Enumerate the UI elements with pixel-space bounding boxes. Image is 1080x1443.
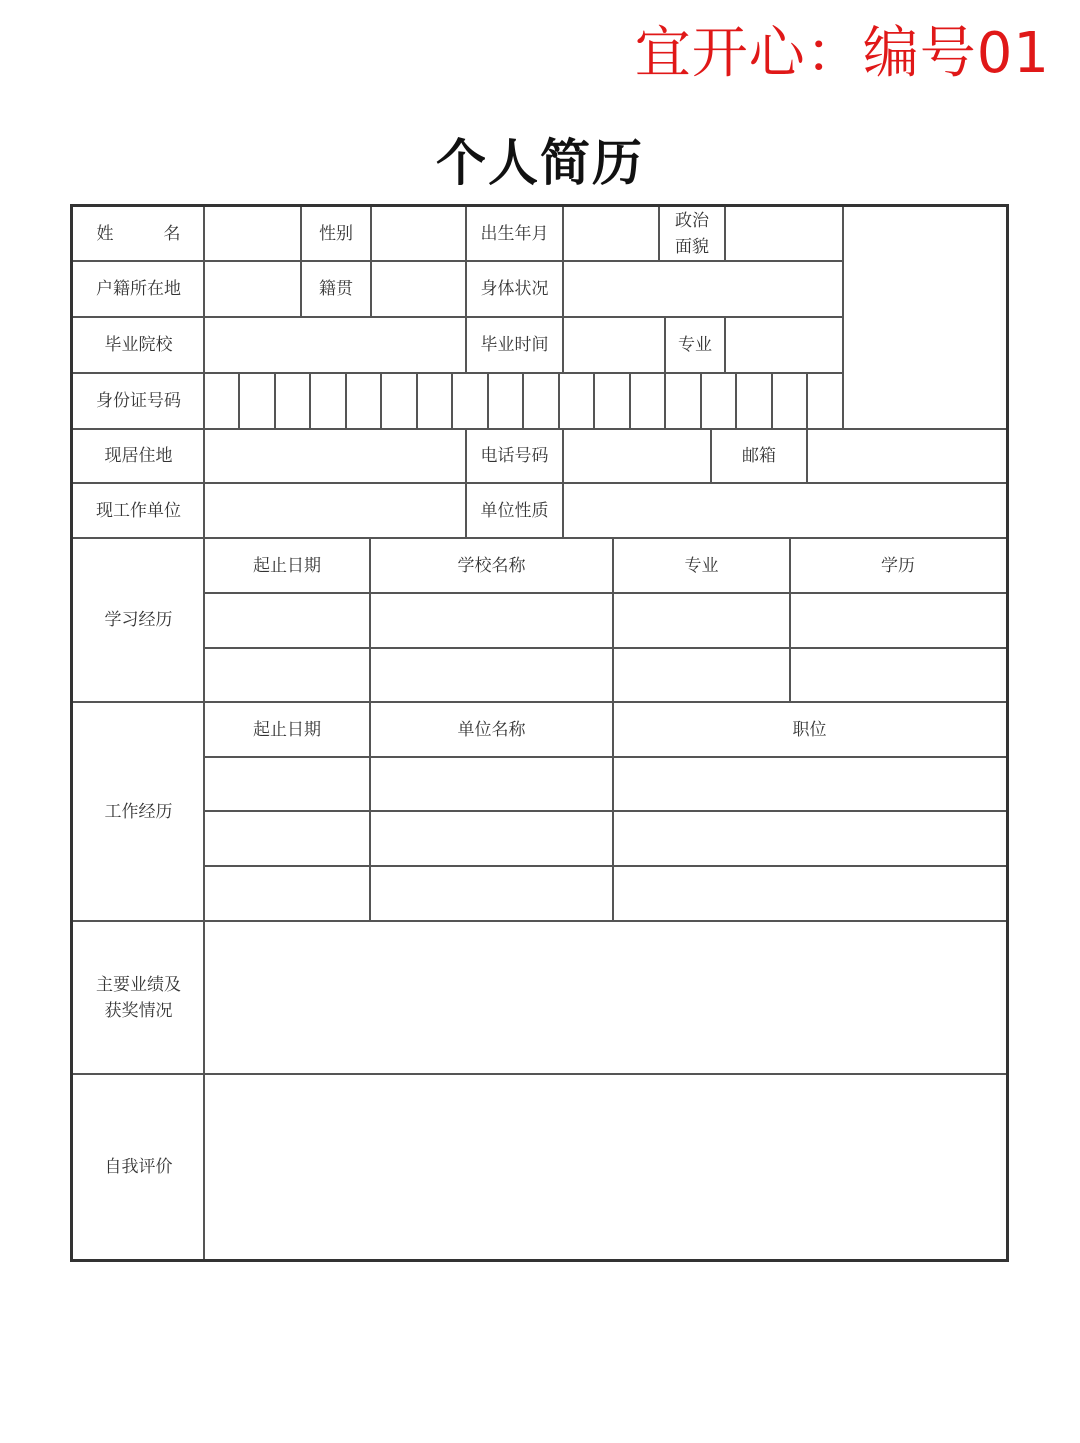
name-label-2: 名 <box>163 224 181 244</box>
achievements-label-cell <box>73 922 204 1073</box>
achievements-label-2: 获奖情况 <box>104 1000 173 1021</box>
email-field[interactable] <box>807 430 1006 482</box>
education-cell[interactable] <box>204 649 370 701</box>
employer-label: 现工作单位 <box>96 500 181 521</box>
self-evaluation-label: 自我评价 <box>104 1157 173 1177</box>
gender-field[interactable] <box>371 207 466 261</box>
work-cell[interactable] <box>204 758 370 810</box>
birth-label: 出生年月 <box>480 224 549 244</box>
name-field[interactable] <box>204 207 301 261</box>
politics-label-cell <box>659 207 725 261</box>
politics-label-2: 面貌 <box>675 237 709 257</box>
watermark-label: 宜开心：编号01 <box>634 21 1050 86</box>
education-cell[interactable] <box>613 649 790 701</box>
name-label-1: 姓 <box>96 224 114 244</box>
work-header-position: 职位 <box>792 719 827 740</box>
id-number-label: 身份证号码 <box>96 391 181 411</box>
education-cell[interactable] <box>790 594 1006 647</box>
school-field[interactable] <box>204 318 466 372</box>
work-cell[interactable] <box>613 812 1006 865</box>
phone-field[interactable] <box>563 430 711 482</box>
politics-label-1: 政治 <box>675 211 709 231</box>
employer-field[interactable] <box>204 484 466 537</box>
education-header-major: 专业 <box>684 555 719 576</box>
work-cell[interactable] <box>204 867 370 920</box>
grad-time-field[interactable] <box>563 318 665 372</box>
employer-type-label: 单位性质 <box>480 500 549 521</box>
major-label: 专业 <box>678 335 712 355</box>
employer-type-field[interactable] <box>563 484 1006 537</box>
health-field[interactable] <box>563 262 843 316</box>
politics-field[interactable] <box>725 207 843 261</box>
self-evaluation-field[interactable] <box>204 1075 1006 1259</box>
work-cell[interactable] <box>613 758 1006 810</box>
education-cell[interactable] <box>370 649 613 701</box>
school-label: 毕业院校 <box>104 335 173 355</box>
health-label: 身体状况 <box>480 279 549 299</box>
education-cell[interactable] <box>613 594 790 647</box>
work-section-label: 工作经历 <box>104 801 173 822</box>
email-label: 邮箱 <box>742 446 776 466</box>
work-cell[interactable] <box>613 867 1006 920</box>
hukou-label: 户籍所在地 <box>96 279 181 299</box>
major-field[interactable] <box>725 318 843 372</box>
work-cell[interactable] <box>370 812 613 865</box>
education-section-label: 学习经历 <box>104 610 173 630</box>
work-cell[interactable] <box>204 812 370 865</box>
resume-form <box>70 204 1009 1262</box>
name-label-cell <box>73 207 204 261</box>
hukou-field[interactable] <box>204 262 301 316</box>
education-header-dates: 起止日期 <box>253 555 321 576</box>
work-header-employer: 单位名称 <box>457 719 526 740</box>
education-cell[interactable] <box>370 594 613 647</box>
photo-box[interactable] <box>844 207 1006 428</box>
native-place-field[interactable] <box>371 262 466 316</box>
work-cell[interactable] <box>370 758 613 810</box>
address-label: 现居住地 <box>104 446 173 466</box>
education-cell[interactable] <box>790 649 1006 701</box>
native-place-label: 籍贯 <box>319 279 353 299</box>
education-header-degree: 学历 <box>881 555 915 576</box>
address-field[interactable] <box>204 430 466 482</box>
work-header-dates: 起止日期 <box>253 719 321 740</box>
birth-field[interactable] <box>563 207 659 261</box>
education-cell[interactable] <box>204 594 370 647</box>
page-title: 个人简历 <box>436 133 644 192</box>
education-header-school: 学校名称 <box>457 555 526 576</box>
phone-label: 电话号码 <box>480 446 549 466</box>
gender-label: 性别 <box>319 224 353 244</box>
achievements-field[interactable] <box>204 922 1006 1073</box>
achievements-label-1: 主要业绩及 <box>96 974 181 995</box>
grad-time-label: 毕业时间 <box>480 335 549 355</box>
id-number-boxes[interactable] <box>204 374 843 428</box>
work-cell[interactable] <box>370 867 613 920</box>
